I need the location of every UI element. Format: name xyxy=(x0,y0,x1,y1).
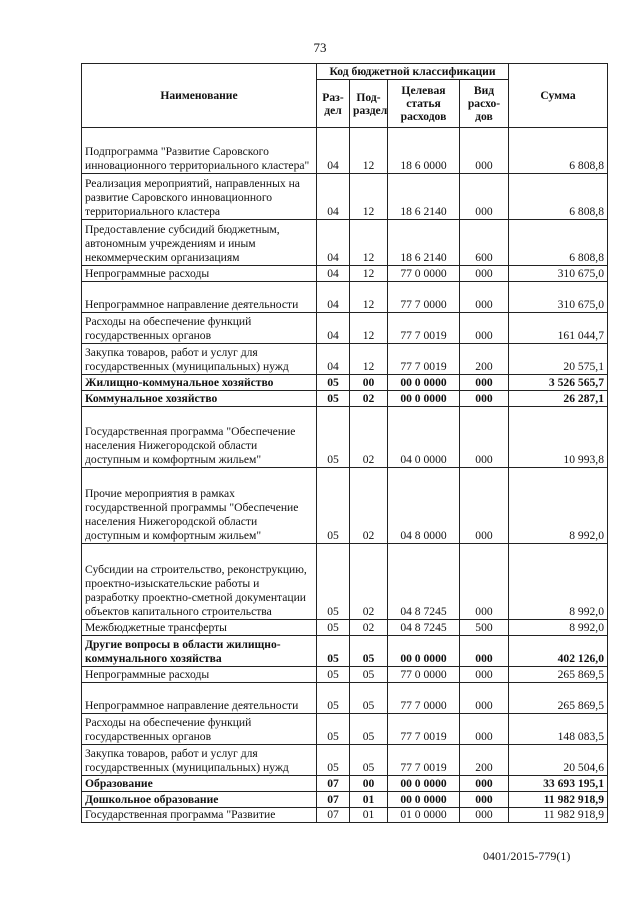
cell-vid: 000 xyxy=(460,282,509,313)
table-row xyxy=(82,174,608,220)
cell-summa: 33 693 195,1 xyxy=(509,776,608,792)
cell-vid: 000 xyxy=(460,391,509,407)
cell-podrazdel: 01 xyxy=(350,808,388,823)
cell-name: Межбюджетные трансферты xyxy=(82,620,317,636)
cell-summa: 10 993,8 xyxy=(509,407,608,468)
cell-razdel: 05 xyxy=(317,636,350,667)
cell-celevaya: 00 0 0000 xyxy=(388,391,460,407)
cell-vid: 000 xyxy=(460,714,509,745)
cell-summa: 310 675,0 xyxy=(509,266,608,282)
cell-razdel: 05 xyxy=(317,391,350,407)
cell-name: Дошкольное образование xyxy=(82,792,317,808)
cell-razdel: 05 xyxy=(317,407,350,468)
table-row xyxy=(82,745,608,776)
cell-name: Субсидии на строительство, реконструкцию, проектно-изыскательские работы и разработку проектно-сметной документации объектов капитального строительства xyxy=(82,544,317,620)
cell-razdel: 05 xyxy=(317,544,350,620)
cell-celevaya: 77 0 0000 xyxy=(388,266,460,282)
cell-razdel: 05 xyxy=(317,667,350,683)
cell-podrazdel: 05 xyxy=(350,683,388,714)
cell-razdel: 04 xyxy=(317,174,350,220)
cell-vid: 000 xyxy=(460,375,509,391)
cell-summa: 148 083,5 xyxy=(509,714,608,745)
cell-summa: 8 992,0 xyxy=(509,544,608,620)
cell-podrazdel: 12 xyxy=(350,174,388,220)
cell-vid: 000 xyxy=(460,683,509,714)
cell-podrazdel: 12 xyxy=(350,313,388,344)
cell-vid: 500 xyxy=(460,620,509,636)
cell-razdel: 07 xyxy=(317,776,350,792)
cell-celevaya: 77 7 0019 xyxy=(388,714,460,745)
table-row xyxy=(82,636,608,667)
cell-podrazdel: 00 xyxy=(350,776,388,792)
cell-summa: 6 808,8 xyxy=(509,174,608,220)
cell-summa: 8 992,0 xyxy=(509,468,608,544)
table-row xyxy=(82,544,608,620)
cell-razdel: 04 xyxy=(317,220,350,266)
cell-name: Жилищно-коммунальное хозяйство xyxy=(82,375,317,391)
table-row xyxy=(82,468,608,544)
cell-celevaya: 77 7 0019 xyxy=(388,745,460,776)
cell-name: Государственная программа "Развитие xyxy=(82,808,317,823)
header-razdel: Раз- дел xyxy=(317,80,350,128)
cell-summa: 161 044,7 xyxy=(509,313,608,344)
cell-razdel: 05 xyxy=(317,620,350,636)
table-row xyxy=(82,667,608,683)
cell-vid: 000 xyxy=(460,636,509,667)
page-number: 73 xyxy=(313,40,327,55)
table-row xyxy=(82,282,608,313)
cell-celevaya: 00 0 0000 xyxy=(388,792,460,808)
cell-name: Расходы на обеспечение функций государственных органов xyxy=(82,313,317,344)
cell-name: Непрограммное направление деятельности xyxy=(82,282,317,313)
cell-podrazdel: 02 xyxy=(350,468,388,544)
cell-razdel: 05 xyxy=(317,683,350,714)
cell-celevaya: 77 7 0019 xyxy=(388,313,460,344)
cell-name: Другие вопросы в области жилищно-коммунального хозяйства xyxy=(82,636,317,667)
cell-podrazdel: 05 xyxy=(350,714,388,745)
table-row xyxy=(82,808,608,823)
cell-name: Непрограммные расходы xyxy=(82,667,317,683)
table-row xyxy=(82,683,608,714)
table-row xyxy=(82,313,608,344)
cell-vid: 000 xyxy=(460,174,509,220)
cell-vid: 000 xyxy=(460,808,509,823)
cell-podrazdel: 00 xyxy=(350,375,388,391)
cell-celevaya: 77 7 0000 xyxy=(388,282,460,313)
table-row xyxy=(82,391,608,407)
cell-celevaya: 18 6 2140 xyxy=(388,220,460,266)
cell-summa: 3 526 565,7 xyxy=(509,375,608,391)
cell-celevaya: 04 8 0000 xyxy=(388,468,460,544)
table-row xyxy=(82,344,608,375)
cell-summa: 402 126,0 xyxy=(509,636,608,667)
cell-podrazdel: 02 xyxy=(350,391,388,407)
cell-name: Расходы на обеспечение функций государственных органов xyxy=(82,714,317,745)
cell-summa: 6 808,8 xyxy=(509,128,608,174)
cell-summa: 20 575,1 xyxy=(509,344,608,375)
cell-vid: 000 xyxy=(460,266,509,282)
header-celevaya: Целевая статья расходов xyxy=(388,80,460,128)
cell-podrazdel: 02 xyxy=(350,407,388,468)
header-vid: Вид расхо- дов xyxy=(460,80,509,128)
cell-summa: 265 869,5 xyxy=(509,683,608,714)
cell-summa: 310 675,0 xyxy=(509,282,608,313)
cell-razdel: 05 xyxy=(317,468,350,544)
table-row xyxy=(82,714,608,745)
cell-vid: 000 xyxy=(460,667,509,683)
document-code: 0401/2015-779(1) xyxy=(483,849,571,863)
cell-podrazdel: 12 xyxy=(350,220,388,266)
cell-name: Образование xyxy=(82,776,317,792)
cell-name: Непрограммное направление деятельности xyxy=(82,683,317,714)
cell-name: Подпрограмма "Развитие Саровского инновационного территориального кластера" xyxy=(82,128,317,174)
cell-vid: 200 xyxy=(460,344,509,375)
cell-vid: 000 xyxy=(460,128,509,174)
cell-podrazdel: 05 xyxy=(350,667,388,683)
cell-razdel: 04 xyxy=(317,344,350,375)
cell-summa: 20 504,6 xyxy=(509,745,608,776)
cell-vid: 000 xyxy=(460,544,509,620)
cell-name: Закупка товаров, работ и услуг для государственных (муниципальных) нужд xyxy=(82,344,317,375)
cell-celevaya: 77 0 0000 xyxy=(388,667,460,683)
header-name: Наименование xyxy=(82,64,317,128)
cell-podrazdel: 05 xyxy=(350,745,388,776)
cell-celevaya: 00 0 0000 xyxy=(388,636,460,667)
cell-razdel: 05 xyxy=(317,745,350,776)
cell-podrazdel: 12 xyxy=(350,282,388,313)
cell-podrazdel: 02 xyxy=(350,544,388,620)
cell-celevaya: 77 7 0019 xyxy=(388,344,460,375)
cell-name: Реализация мероприятий, направленных на развитие Саровского инновационного территориального кластера xyxy=(82,174,317,220)
cell-summa: 265 869,5 xyxy=(509,667,608,683)
cell-podrazdel: 01 xyxy=(350,792,388,808)
cell-celevaya: 18 6 2140 xyxy=(388,174,460,220)
cell-name: Закупка товаров, работ и услуг для государственных (муниципальных) нужд xyxy=(82,745,317,776)
cell-celevaya: 77 7 0000 xyxy=(388,683,460,714)
header-classification-group: Код бюджетной классификации xyxy=(317,64,509,80)
cell-vid: 000 xyxy=(460,792,509,808)
cell-vid: 000 xyxy=(460,313,509,344)
cell-celevaya: 00 0 0000 xyxy=(388,375,460,391)
cell-summa: 8 992,0 xyxy=(509,620,608,636)
cell-razdel: 07 xyxy=(317,792,350,808)
cell-podrazdel: 12 xyxy=(350,266,388,282)
cell-razdel: 05 xyxy=(317,375,350,391)
table-row xyxy=(82,620,608,636)
cell-vid: 000 xyxy=(460,407,509,468)
table-row xyxy=(82,776,608,792)
cell-razdel: 04 xyxy=(317,266,350,282)
cell-vid: 000 xyxy=(460,468,509,544)
table-row xyxy=(82,792,608,808)
cell-name: Непрограммные расходы xyxy=(82,266,317,282)
cell-summa: 11 982 918,9 xyxy=(509,808,608,823)
cell-vid: 600 xyxy=(460,220,509,266)
table-row xyxy=(82,266,608,282)
cell-razdel: 04 xyxy=(317,128,350,174)
table-row xyxy=(82,220,608,266)
cell-celevaya: 04 0 0000 xyxy=(388,407,460,468)
cell-summa: 26 287,1 xyxy=(509,391,608,407)
cell-podrazdel: 12 xyxy=(350,128,388,174)
cell-razdel: 04 xyxy=(317,282,350,313)
cell-celevaya: 00 0 0000 xyxy=(388,776,460,792)
cell-vid: 200 xyxy=(460,745,509,776)
table-row xyxy=(82,407,608,468)
table-body xyxy=(82,128,608,823)
cell-summa: 11 982 918,9 xyxy=(509,792,608,808)
cell-razdel: 04 xyxy=(317,313,350,344)
table-row xyxy=(82,128,608,174)
cell-razdel: 05 xyxy=(317,714,350,745)
budget-table xyxy=(81,63,608,823)
cell-name: Прочие мероприятия в рамках государственной программы "Обеспечение населения Нижегородской области доступным и комфортным жильем" xyxy=(82,468,317,544)
cell-celevaya: 04 8 7245 xyxy=(388,544,460,620)
table-row xyxy=(82,375,608,391)
cell-celevaya: 01 0 0000 xyxy=(388,808,460,823)
header-podrazdel: Под- раздел xyxy=(350,80,388,128)
cell-name: Коммунальное хозяйство xyxy=(82,391,317,407)
cell-podrazdel: 05 xyxy=(350,636,388,667)
cell-vid: 000 xyxy=(460,776,509,792)
cell-celevaya: 18 6 0000 xyxy=(388,128,460,174)
cell-celevaya: 04 8 7245 xyxy=(388,620,460,636)
cell-razdel: 07 xyxy=(317,808,350,823)
header-sum: Сумма xyxy=(509,64,608,128)
cell-podrazdel: 12 xyxy=(350,344,388,375)
cell-name: Государственная программа "Обеспечение населения Нижегородской области доступным и комфортным жильем" xyxy=(82,407,317,468)
cell-podrazdel: 02 xyxy=(350,620,388,636)
cell-name: Предоставление субсидий бюджетным, автономным учреждениям и иным некоммерческим организациям xyxy=(82,220,317,266)
table-header xyxy=(82,64,608,128)
cell-summa: 6 808,8 xyxy=(509,220,608,266)
